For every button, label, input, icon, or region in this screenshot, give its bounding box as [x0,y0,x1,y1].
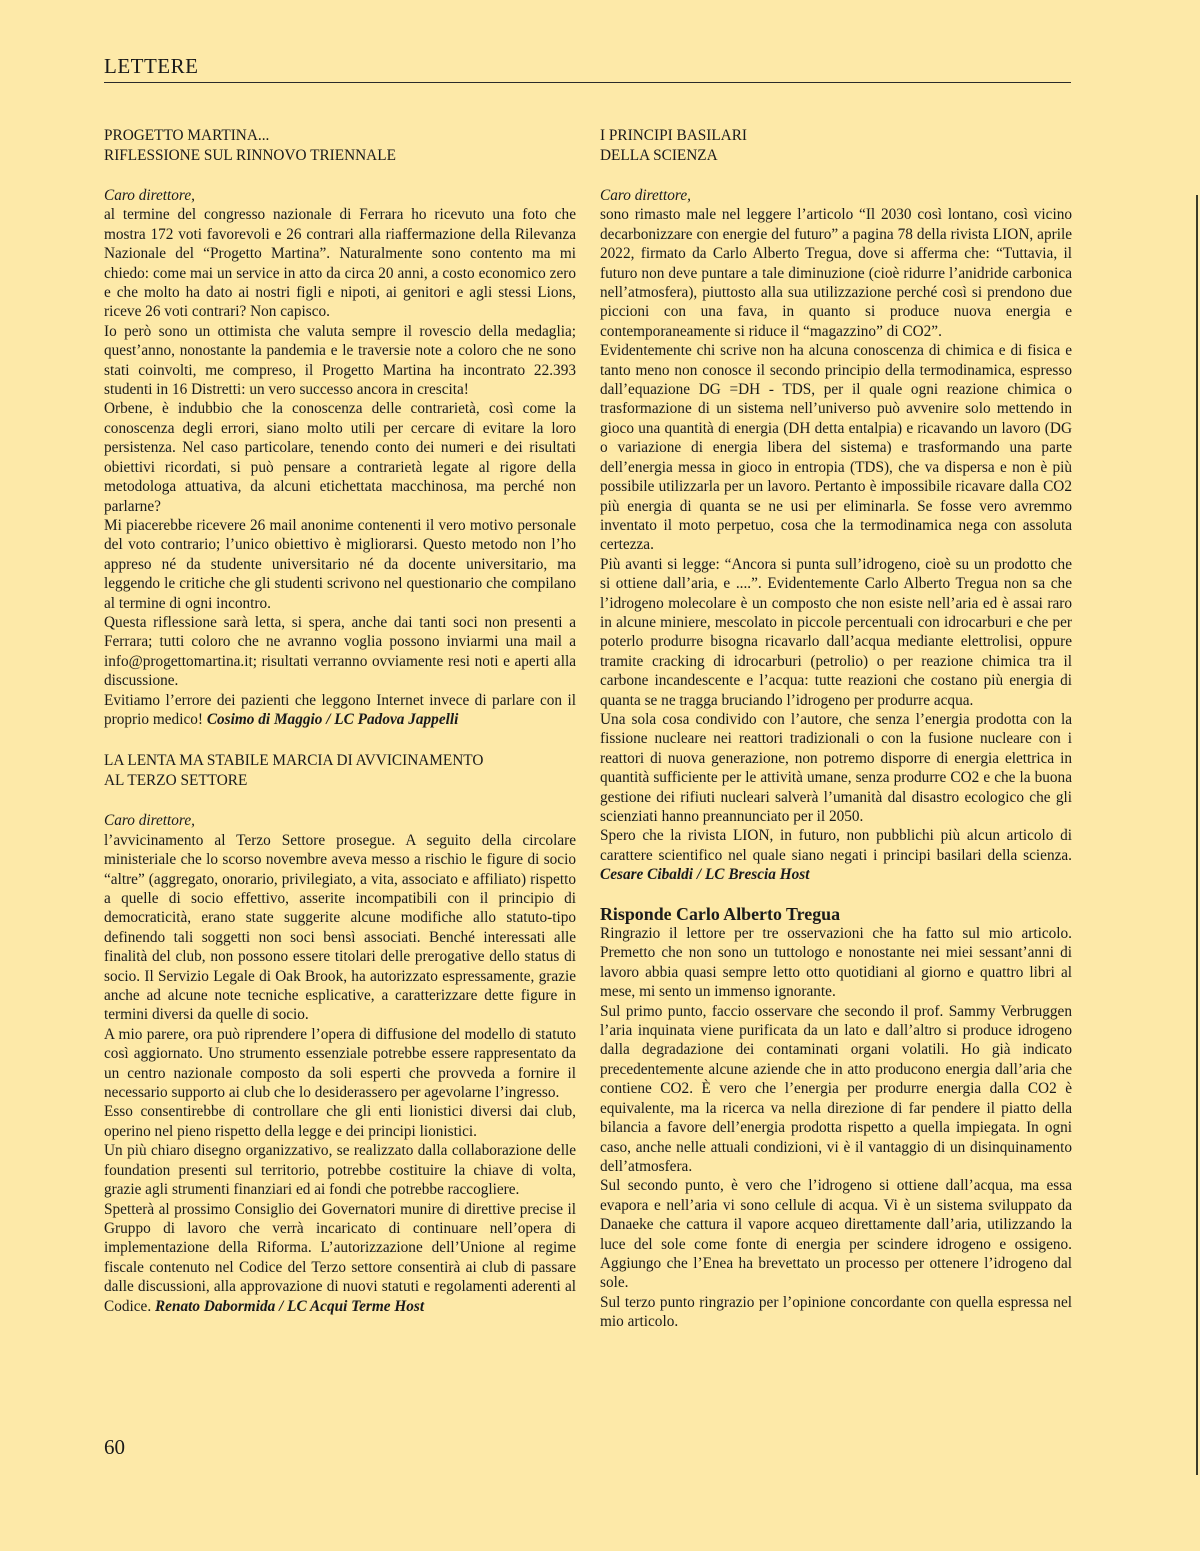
paragraph: Sul terzo punto ringrazio per l’opinione concordante con quella espressa nel mio articolo. [600,1293,1072,1331]
article-title: LA LENTA MA STABILE MARCIA DI AVVICINAMENTO AL TERZO SETTORE [104,752,484,790]
letter-terzo-settore [104,751,576,1316]
right-column [600,126,1072,1332]
signature: Renato Dabormida / LC Acqui Terme Host [154,1297,425,1315]
paragraph: Io però sono un ottimista che valuta sempre il rovescio della medaglia; quest’anno, nonostante la pandemia e le traversie note a coloro che ne sono stati coinvolti, me compreso, il Progetto Martina ha incontrato 22.393 studenti in 16 Distretti: un vero successo ancora in crescita! [104,322,576,399]
paragraph: Mi piacerebbe ricevere 26 mail anonime contenenti il vero motivo personale del voto contrario; l’unico obiettivo è migliorarsi. Questo metodo non l’ho appreso né da studente universitario né da docente universitario, ma leggendo le critiche che gli studenti scrivono nel questionario che compilano al termine di ogni incontro. [104,516,576,612]
paragraph: A mio parere, ora può riprendere l’opera di diffusione del modello di statuto così aggiornato. Uno strumento essenziale potrebbe essere rappresentato da un centro nazionale composto da soli esperti che provveda a fornire il necessario supporto ai club che lo desiderassero per agevolarne l’ingresso. [104,1025,576,1102]
paragraph: Questa riflessione sarà letta, si spera, anche dai tanti soci non presenti a Ferrara; tutti coloro che ne avranno voglia possono inviarmi una mail a info@progettomartina.it; risultati verranno ovviamente resi noti e aperti alla discussione. [104,613,576,690]
paragraph: Ringrazio il lettore per tre osservazioni che ha fatto sul mio articolo. Premetto che non sono un tuttologo e nonostante nei miei sessant’anni di lavoro abbia quasi sempre letto otto quotidiani al giorno e quattro libri al mese, mi sento un immenso ignorante. [600,925,1072,1001]
salutation: Caro direttore, [104,812,195,830]
paragraph: Un più chiaro disegno organizzativo, se realizzato dalla collaborazione delle foundation presenti sul territorio, potrebbe costituire la chiave di volta, grazie agli strumenti finanziari ed ai fondi che potrebbe raccogliere. [104,1142,576,1199]
letter-principi-basilari [600,126,1072,885]
paragraph: al termine del congresso nazionale di Ferrara ho ricevuto una foto che mostra 172 voti favorevoli e 26 contrari alla riaffermazione della Rilevanza Nazionale del “Progetto Martina”. Naturalmente sono contento ma mi chiedo: come mai un service in atto da circa 20 anni, a costo economico zero e che molto ha dato ai nostri figli e nipoti, ai genitori e agli stessi Lions, riceve 26 voti contrari? Non capisco. [104,206,576,321]
header-rule [104,82,1071,83]
closing-paragraph: Spero che la rivista LION, in futuro, non pubblichi più alcun articolo di carattere scientifico nel quale siano negati i principi basilari della scienza. Cesare Cibaldi / LC Brescia Host [600,827,1072,884]
paragraph: Sul primo punto, faccio osservare che secondo il prof. Sammy Verbruggen l’aria inquinata viene purificata da un lato e dall’altro si produce idrogeno dalla degradazione dei contaminati organi volatili. Ho già indicato precedentemente alcune aziende che in atto producono energia dall’aria che contiene CO2. È vero che l’energia per produrre energia dalla CO2 è equivalente, ma la ricerca va nella direzione di far pendere il piatto della bilancia a favore dell’energia prodotta rispetto a quella impiegata. In ogni caso, anche nelle attuali condizioni, vi è il vantaggio di un disinquinamento dell’atmosfera. [600,1002,1072,1175]
paragraph: l’avvicinamento al Terzo Settore prosegue. A seguito della circolare ministeriale che lo scorso novembre aveva messo a rischio le figure di socio “altre” (aggregato, onorario, privilegiato, a vita, associato e affiliato) rispetto a quelle di socio effettivo, asserite incompatibili con il principio di democraticità, erano state suggerite alcune modifiche allo statuto-tipo definendo tali soggetti non soci bensì associati. Benché interessati alle finalità del club, non possono essere titolari delle prerogative dello status di socio. Il Servizio Legale di Oak Brook, ha autorizzato espressamente, grazie anche ad alcune note tecniche esplicative, a caratterizzare dette figure in termini diversi da quelle di socio. [104,831,576,1024]
paragraph: Sul secondo punto, è vero che l’idrogeno si ottiene dall’acqua, ma essa evapora e nell’aria vi sono cellule di acqua. Vi è un sistema sviluppato da Danaeke che cattura il vapore acqueo direttamente dall’aria, utilizzando la luce del sole come fonte di energia per scindere idrogeno e ossigeno. Aggiungo che l’Enea ha brevettato un processo per ottenere l’idrogeno dal sole. [600,1177,1072,1292]
signature: Cesare Cibaldi / LC Brescia Host [600,866,810,884]
reply-heading: Risponde Carlo Alberto Tregua [600,903,841,924]
section-title: LETTERE [104,54,199,78]
closing-paragraph: Spetterà al prossimo Consiglio dei Governatori munire di direttive precise il Gruppo di lavoro che verrà incaricato di continuare nell’opera di implementazione della Riforma. L’autorizzazione dell’Unione al regime fiscale contenuto nel Codice del Terzo settore consentirà ai club di passare dalle discussioni, alla approvazione di nuovi statuti e regolamenti aderenti al Codice. Renato Dabormida / LC Acqui Terme Host [104,1200,576,1315]
reply-tregua [600,905,1072,1332]
paragraph: Orbene, è indubbio che la conoscenza delle contrarietà, così come la conoscenza degli errori, siano molto utili per cercare di evitare la loro persistenza. Nel caso particolare, tenendo conto dei numeri e dei risultati obiettivi ricordati, si può pensare a contrarietà legate al rigore della metodologa attuativa, da alcuni etichettata macchinosa, ma perché non parlarne? [104,400,576,515]
salutation: Caro direttore, [600,187,691,204]
paragraph: sono rimasto male nel leggere l’articolo “Il 2030 così lontano, così vicino decarbonizzare con energie del futuro” a pagina 78 della rivista LION, aprile 2022, firmato da Carlo Alberto Tregua, dove si afferma che: “Tuttavia, il futuro non deve puntare a tale diminuzione (cioè ridurre l’anidride carbonica nell’atmosfera), piuttosto alla sua utilizzazione perché così si prendono due piccioni con una fava, in quanto si produce nuova energia e contemporaneamente si riduce il “magazzino” di CO2”. [600,206,1072,340]
left-column [104,126,576,1316]
paragraph: Evidentemente chi scrive non ha alcuna conoscenza di chimica e di fisica e tanto meno non conosce il secondo principio della termodinamica, espresso dall’equazione DG =DH - TDS, per il quale ogni reazione chimica o trasformazione di un sistema nell’universo può avvenire solo mettendo in gioco una quantità di energia (DH detta entalpia) e ricavando un lavoro (DG o variazione di energia libera del sistema) e trasformando una parte dell’energia messa in gioco in entropia (TDS), che va dispersa e non è più possibile utilizzarla per un lavoro. Pertanto è impossibile ricavare dalla CO2 più energia di quanta se ne usi per eliminarla. Se fosse vero avremmo inventato il moto perpetuo, cosa che la termodinamica nega con assoluta certezza. [600,342,1072,554]
letter-progetto-martina [104,126,576,729]
signature: Cosimo di Maggio / LC Padova Jappelli [206,710,459,728]
salutation: Caro direttore, [104,187,195,204]
paragraph: Una sola cosa condivido con l’autore, che senza l’energia prodotta con la fissione nucleare nei reattori tradizionali o con la fusione nucleare con i reattori di nuova generazione, non potremo disporre di energia elettrica in quantità sufficiente per le attività umane, senza produrre CO2 e che la buona gestione dei rifiuti nucleari salverà l’umanità dal disastro ecologico che gli scienziati hanno preannunciato per il 2050. [600,710,1072,825]
paragraph: Esso consentirebbe di controllare che gli enti lionistici diversi dai club, operino nel pieno rispetto della legge e dei principi lionistici. [104,1103,576,1140]
article-title: I PRINCIPI BASILARI DELLA SCIENZA [600,127,748,164]
article-title: PROGETTO MARTINA... RIFLESSIONE SUL RINNOVO TRIENNALE [104,127,396,164]
closing-paragraph: Evitiamo l’errore dei pazienti che leggono Internet invece di parlare con il proprio medico! Cosimo di Maggio / LC Padova Jappelli [104,691,576,728]
paragraph: Più avanti si legge: “Ancora si punta sull’idrogeno, cioè su un prodotto che si ottiene dall’aria, e ....”. Evidentemente Carlo Alberto Tregua non sa che l’idrogeno molecolare è un composto che non esiste nell’aria ed è assai raro in alcune miniere, mescolato in piccole percentuali con idrocarburi e che per poterlo produrre bisogna ricavarlo dall’acqua mediante elettrolisi, oppure tramite cracking di idrocarburi (petrolio) o per reazione chimica tra il carbone incandescente e l’acqua: tutte reazioni che costano più energia di quanta se ne tragga bruciando l’idrogeno per produrre acqua. [600,555,1072,709]
page-number: 60 [104,1435,125,1459]
page-edge-line [1196,195,1198,1475]
